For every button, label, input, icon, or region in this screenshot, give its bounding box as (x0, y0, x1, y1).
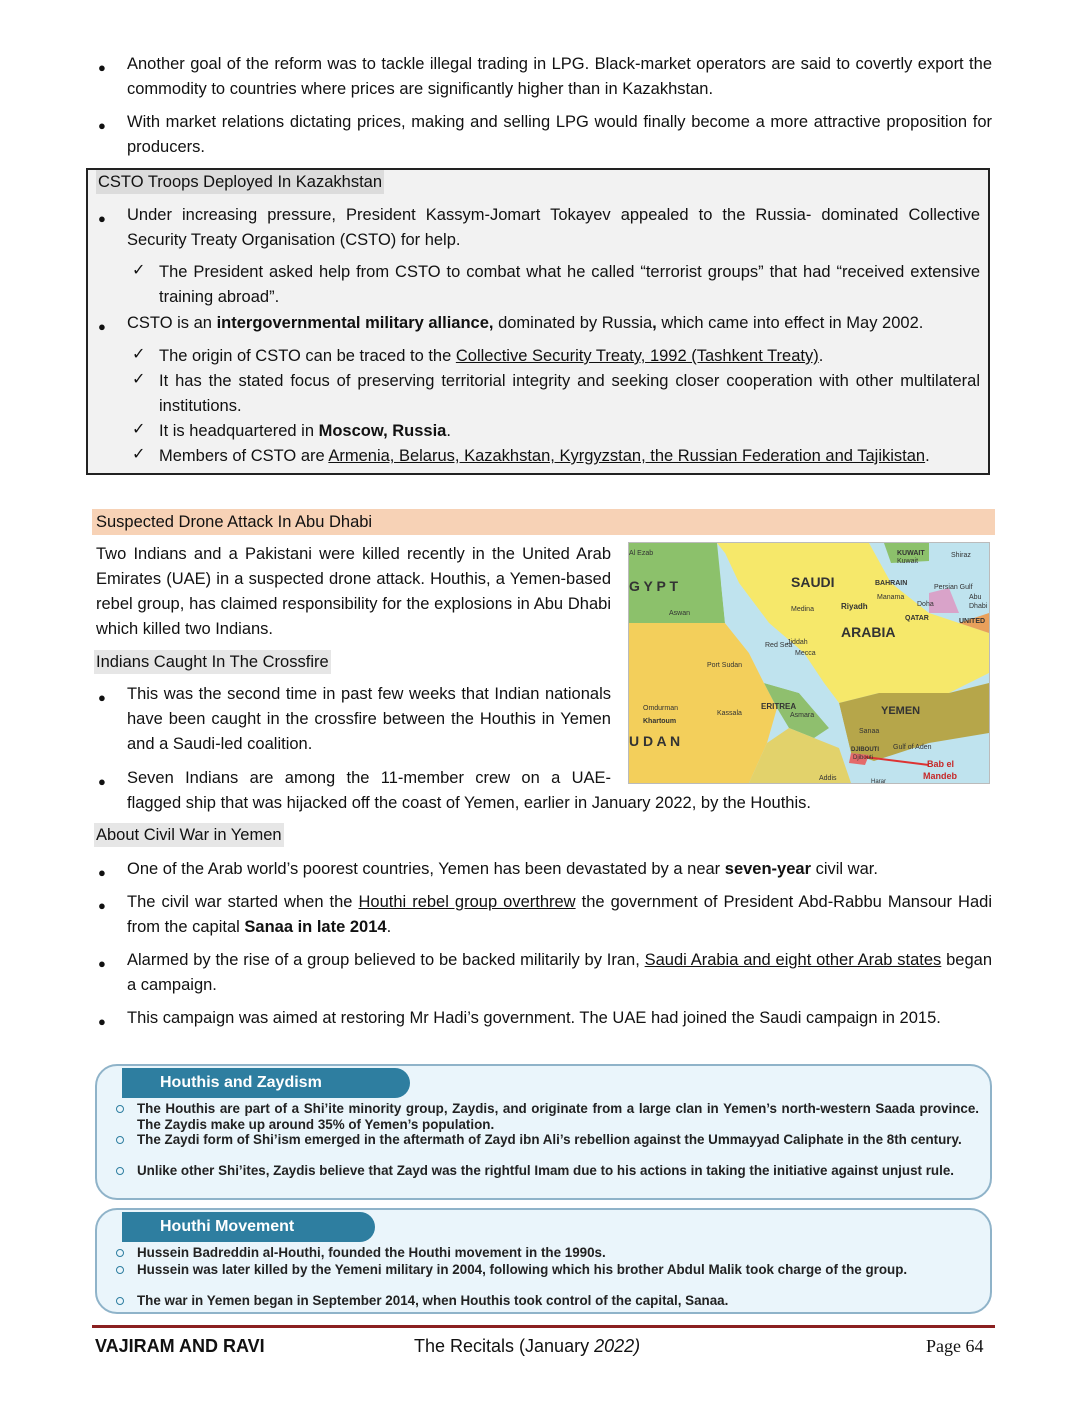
movement-title: Houthi Movement (122, 1212, 375, 1242)
map-label-abu: Abu (969, 594, 982, 601)
bullet-icon: ● (98, 211, 106, 226)
map-label-united: UNITED (959, 618, 986, 625)
map-label-persian-gulf: Persian Gulf (934, 584, 973, 591)
movement-item-1: Hussein Badreddin al-Houthi, founded the Houthi movement in the 1990s. (137, 1245, 606, 1260)
map-label-doha: Doha (917, 601, 934, 608)
zaydism-item-2: The Zaydi form of Shi’ism emerged in the aftermath of Zayd ibn Ali’s rebellion against the Ummayyad Caliphate in the 8th century. (137, 1132, 962, 1147)
map-label-djibouti: DJIBOUTI (851, 747, 880, 753)
intro-bullet-2: With market relations dictating prices, making and selling LPG would finally become a more attractive proposition for producers. (127, 113, 992, 156)
map-label-port-sudan: Port Sudan (707, 662, 743, 669)
map-label-medina: Medina (791, 606, 814, 613)
check-icon: ✓ (132, 262, 146, 279)
bullet-icon: ● (98, 865, 106, 880)
bullet-icon: ● (98, 898, 106, 913)
footer-title: The Recitals (January 2022) (414, 1336, 641, 1356)
bullet-icon: ● (98, 319, 106, 334)
civil-war-bullet-1: One of the Arab world’s poorest countries, Yemen has been devastated by a near seven-year civil war. (127, 860, 878, 878)
bullet-icon: ● (98, 60, 106, 75)
intro-bullet-1: Another goal of the reform was to tackle illegal trading in LPG. Black-market operators are said to covertly export the commodity to countries where prices are significantly higher than in Kazakhstan. (127, 55, 992, 98)
drone-intro: Two Indians and a Pakistani were killed recently in the United Arab Emirates (UAE) in a suspected drone attack. Houthis, a Yemen-based rebel group, has claimed responsibility for the explosions in Abu Dhabi which killed two Indians. (96, 545, 611, 638)
bullet-icon: ● (98, 774, 106, 789)
map-label-yemen: YEMEN (881, 705, 921, 717)
csto-check-5: Members of CSTO are Armenia, Belarus, Kazakhstan, Kyrgyzstan, the Russian Federation and Tajikistan. (159, 447, 930, 465)
map-label-sanaa: Sanaa (859, 728, 880, 735)
csto-check-1: The President asked help from CSTO to combat what he called “terrorist groups” that had “received extensive training abroad”. (159, 263, 980, 306)
map-label-eritrea: ERITREA (761, 702, 797, 711)
map-label-aswan: Aswan (669, 610, 691, 617)
map-label-al-ezab: Al Ezab (629, 550, 654, 557)
map-label-bahrain: BAHRAIN (875, 580, 908, 587)
check-icon: ✓ (132, 446, 146, 463)
footer-publisher: VAJIRAM AND RAVI (95, 1336, 265, 1356)
csto-check-2: The origin of CSTO can be traced to the Collective Security Treaty, 1992 (Tashkent Treaty). (159, 347, 824, 365)
bullet-icon: ● (98, 118, 106, 133)
map-label-addis: Addis (819, 775, 837, 782)
crossfire-heading: Indians Caught In The Crossfire (94, 650, 331, 674)
csto-check-3: It has the stated focus of preserving territorial integrity and seeking closer cooperation with other multilateral institutions. (159, 372, 980, 415)
ring-bullet-icon (116, 1297, 124, 1305)
map-label-asmara: Asmara (790, 712, 815, 719)
footer-page-number: Page 64 (926, 1336, 984, 1356)
csto-bullet-1: Under increasing pressure, President Kassym-Jomart Tokayev appealed to the Russia- dominated Collective Security Treaty Organisation (CSTO) for help. (127, 206, 980, 249)
check-icon: ✓ (132, 346, 146, 363)
map-label-harar: Harar (871, 779, 887, 783)
bullet-icon: ● (98, 956, 106, 971)
check-icon: ✓ (132, 421, 146, 438)
houthi-link[interactable]: Houthi rebel group overthrew (358, 893, 576, 911)
map-label-gulf-of-aden: Gulf of Aden (893, 744, 932, 751)
ring-bullet-icon (116, 1249, 124, 1257)
civil-war-bullet-3: Alarmed by the rise of a group believed to be backed militarily by Iran, Saudi Arabia and eight other Arab states began a campaign. (127, 951, 993, 994)
map-label-dhabi: Dhabi (969, 603, 988, 610)
drone-heading: Suspected Drone Attack In Abu Dhabi (92, 509, 995, 535)
map-label-kuwait: KUWAIT (897, 550, 925, 557)
movement-item-3: The war in Yemen began in September 2014, when Houthis took control of the capital, Sanaa. (137, 1293, 729, 1308)
map-label-red-sea: Red Sea (765, 642, 793, 649)
map-label-djibouti-city: Djibouti (853, 755, 874, 761)
saudi-coalition-link[interactable]: Saudi Arabia and eight other Arab states (644, 951, 942, 969)
map-label-omdurman: Omdurman (643, 705, 679, 712)
civil-war-heading: About Civil War in Yemen (94, 823, 284, 847)
map-label-arabia: ARABIA (841, 624, 896, 640)
map-label-qatar: QATAR (905, 615, 929, 622)
map-label-udan: U D A N (629, 733, 681, 749)
civil-war-bullet-4: This campaign was aimed at restoring Mr Hadi’s government. The UAE had joined the Saudi campaign in 2015. (127, 1009, 941, 1027)
map-label-mandeb: Mandeb (923, 771, 958, 781)
map-label-khartoum: Khartoum (643, 718, 677, 725)
csto-heading: CSTO Troops Deployed In Kazakhstan (96, 170, 384, 194)
map-label-manama: Manama (877, 594, 905, 601)
zaydism-item-3: Unlike other Shi’ites, Zaydis believe that Zayd was the rightful Imam due to his actions in taking the initiative against unjust rule. (137, 1163, 954, 1178)
crossfire-bullet-2-line2: flagged ship that was hijacked off the coast of Yemen, earlier in January 2022, by the Houthis. (127, 794, 811, 812)
zaydism-item-1: The Houthis are part of a Shi’ite minority group, Zaydis, and originate from a large clan in Yemen’s north-western Saada province. The Zaydis make up around 35% of Yemen’s population. (137, 1101, 979, 1132)
ring-bullet-icon (116, 1266, 124, 1274)
map-label-saudi: SAUDI (791, 574, 835, 590)
ring-bullet-icon (116, 1136, 124, 1144)
members-link[interactable]: Armenia, Belarus, Kazakhstan, Kyrgyzstan, the Russian Federation and Tajikistan (328, 447, 926, 465)
bullet-icon: ● (98, 1014, 106, 1029)
map-graphic (629, 543, 989, 783)
region-map (628, 542, 990, 784)
csto-bullet-2: CSTO is an intergovernmental military alliance, dominated by Russia, which came into effect in May 2002. (127, 314, 924, 332)
map-label-shiraz: Shiraz (951, 552, 971, 559)
map-label-kassala: Kassala (717, 710, 742, 717)
csto-check-4: It is headquartered in Moscow, Russia. (159, 422, 451, 440)
civil-war-bullet-2: The civil war started when the Houthi rebel group overthrew the government of President Abd-Rabbu Mansour Hadi from the capital Sanaa in late 2014. (127, 893, 992, 936)
ring-bullet-icon (116, 1167, 124, 1175)
ring-bullet-icon (116, 1105, 124, 1113)
map-label-bab-el: Bab el (927, 759, 955, 769)
map-label-kuwait-city: Kuwait (897, 558, 919, 565)
footer-rule (92, 1325, 995, 1328)
map-label-gypt: G Y P T (629, 578, 679, 594)
treaty-link[interactable]: Collective Security Treaty, 1992 (Tashkent Treaty) (455, 347, 819, 365)
crossfire-bullet-1: This was the second time in past few weeks that Indian nationals have been caught in the crossfire between the Houthis in Yemen and a Saudi-led coalition. (127, 685, 611, 753)
map-label-jiddah: Jiddah (787, 639, 808, 646)
bullet-icon: ● (98, 690, 106, 705)
crossfire-bullet-2-line1: Seven Indians are among the 11-member crew on a UAE- (127, 769, 611, 787)
map-label-mecca: Mecca (795, 650, 816, 657)
movement-item-2: Hussein was later killed by the Yemeni military in 2004, following which his brother Abdul Malik took charge of the group. (137, 1262, 908, 1277)
check-icon: ✓ (132, 371, 146, 388)
map-label-riyadh: Riyadh (841, 602, 868, 611)
zaydism-title: Houthis and Zaydism (122, 1068, 410, 1098)
